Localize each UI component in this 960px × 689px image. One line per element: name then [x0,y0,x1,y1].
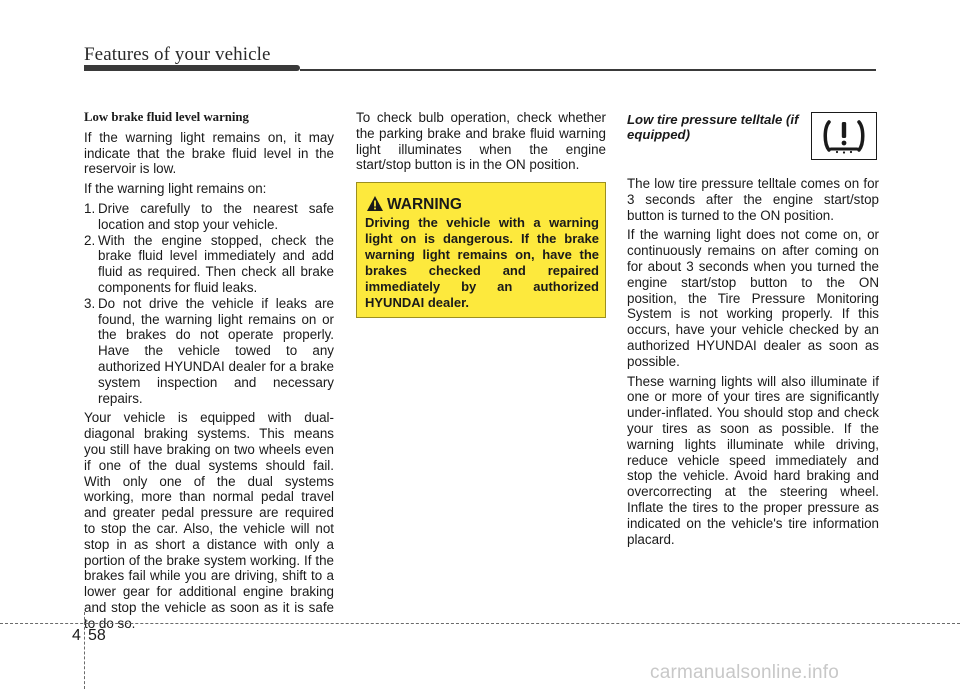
paragraph: If the warning light remains on: [84,181,267,197]
column-middle [356,110,606,177]
tire-pressure-icon [811,112,877,160]
paragraph: The low tire pressure telltale comes on for 3 seconds after the engine start/stop button is turned to the ON position. [627,176,879,223]
list-item-number: 2. [84,232,96,248]
warning-triangle-icon [366,195,384,212]
paragraph: These warning lights will also illuminate if one or more of your tires are significantly under-inflated. You should stop and check your tires as soon as possible. If the warning lights illuminate while driving, reduce vehicle speed immediately and stop the vehicle. Avoid hard braking and overcorrecting at the steering wheel. Inflate the tires to the proper pressure as indicated on the vehicle's tire information placard. [627,373,879,547]
warning-box [356,182,606,318]
list-item-number: 3. [84,295,96,311]
warning-text: Driving the vehicle with a warning light on is dangerous. If the brake warning light remains on, have the brakes checked and repaired immediately by an authorized HYUNDAI dealer. [365,215,599,310]
list-item [84,296,334,407]
list-item-text: Do not drive the vehicle if leaks are found, the warning light remains on or the brakes do not operate properly. Have the vehicle towed to any authorized HYUNDAI dealer for a brake system inspection and necessary repairs. [98,295,334,406]
watermark: carmanualsonline.info [650,662,840,683]
column-right [627,176,879,551]
warning-title: WARNING [387,196,462,213]
list-item-text: Drive carefully to the nearest safe location and stop your vehicle. [98,200,334,232]
paragraph: If the warning light remains on, it may indicate that the brake fluid level in the reservoir is low. [84,129,334,177]
column-left [84,110,334,636]
steps-list [84,201,334,406]
list-item-number: 1. [84,200,96,216]
page-header-title: Features of your vehicle [84,44,271,65]
paragraph: Your vehicle is equipped with dual-diagonal braking systems. This means you still have braking on two wheels even if one of the dual systems should fail. With only one of the dual systems working, more than normal pedal travel and greater pedal pressure are required to stop the car. Also, the vehicle will not stop in as short a distance with only a portion of the brake system working. If the brakes fail while you are driving, shift to a lower gear for additional engine braking and stop the vehicle as soon as it is safe to do so. [84,410,334,631]
list-item [84,233,334,296]
header-rule [300,69,876,71]
list-item [84,201,334,233]
page-number: 58 [88,627,106,644]
paragraph: If the warning light does not come on, or continuously remains on after coming on for about 3 seconds when you turned the engine start/stop button to the ON position, the Tire Pressure Monitoring System is not working properly. If this occurs, have your vehicle checked by an authorized HYUNDAI dealer as soon as possible. [627,227,879,369]
list-item-text: With the engine stopped, check the brake fluid level immediately and add fluid as required. Then check all brake components for fluid leaks. [98,232,334,295]
section-heading-brake-fluid: Low brake fluid level warning [84,110,249,124]
footer-divider [84,612,85,689]
paragraph: To check bulb operation, check whether the parking brake and brake fluid warning light illuminates when the engine start/stop button is in the ON position. [356,110,606,173]
chapter-number: 4 [72,627,81,644]
header-accent-bar [84,65,300,71]
footer-rule [0,623,960,624]
section-heading-tire-pressure: Low tire pressure telltale (if equipped) [627,112,799,142]
